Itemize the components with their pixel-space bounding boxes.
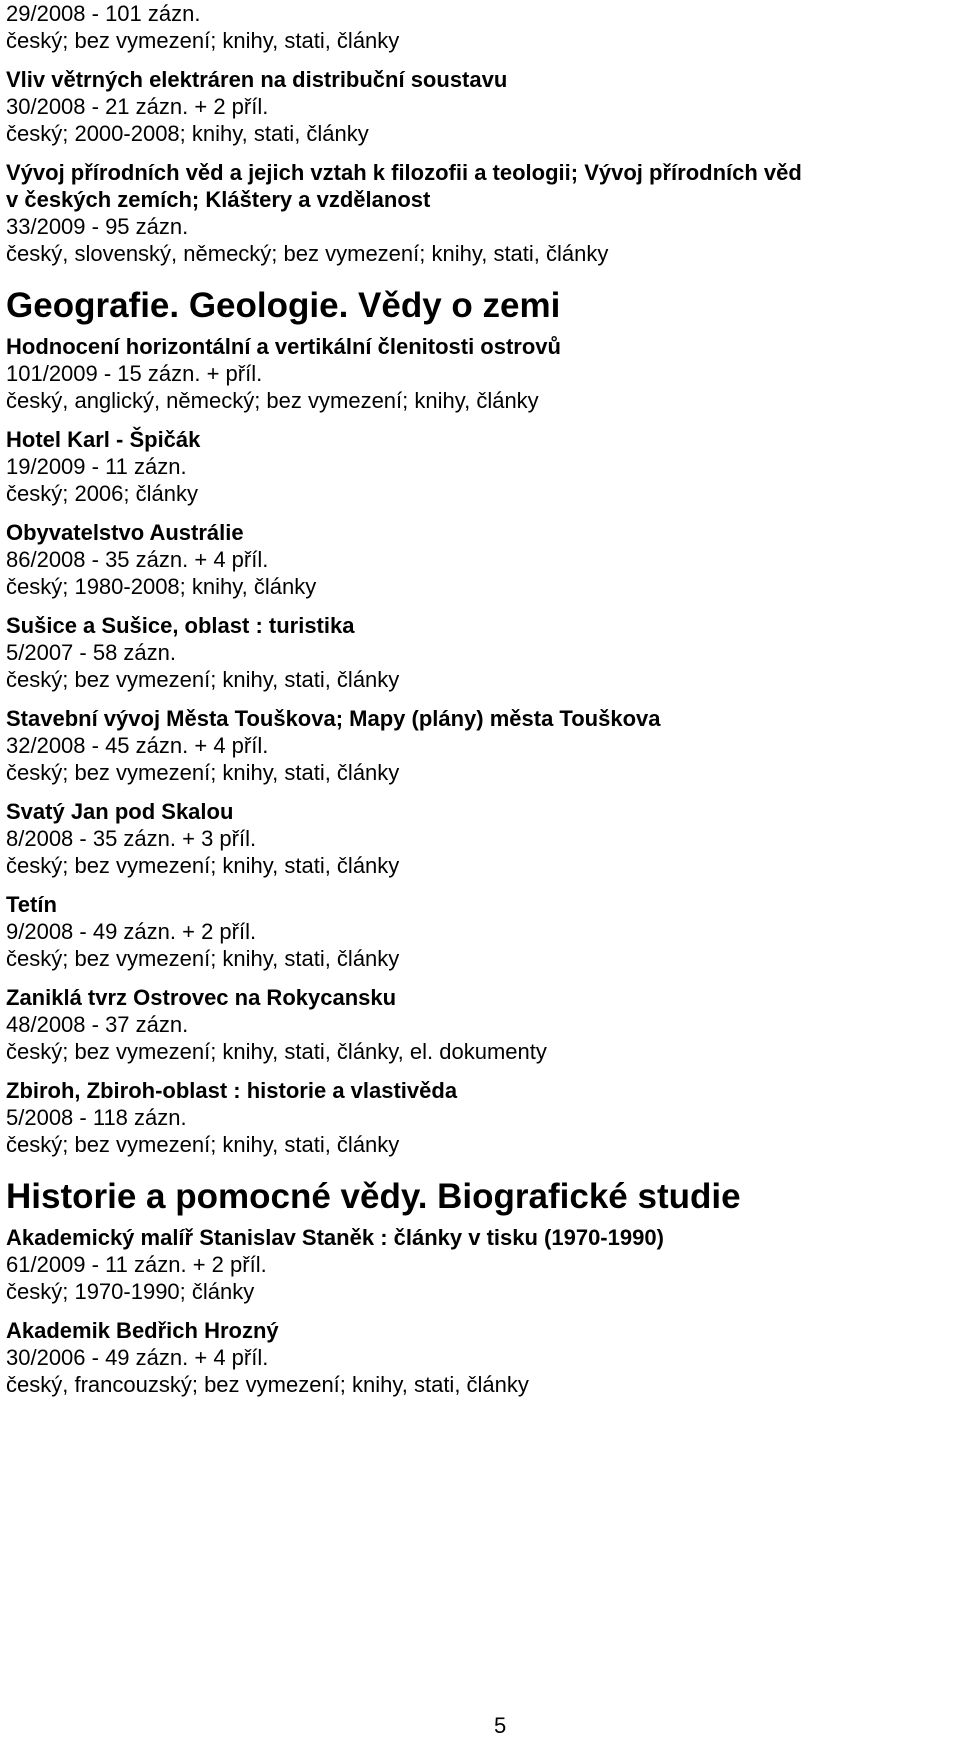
entry-meta: český; 2000-2008; knihy, stati, články xyxy=(6,121,369,146)
entry-meta: český; 1970-1990; články xyxy=(6,1279,255,1304)
entry-title: Zbiroh, Zbiroh-oblast : historie a vlastivěda xyxy=(6,1078,458,1103)
entry-title-cont: v českých zemích; Kláštery a vzdělanost xyxy=(6,187,431,212)
entry-continued xyxy=(6,0,956,54)
entry-count: 48/2008 - 37 zázn. xyxy=(6,1012,189,1037)
entry-title: Tetín xyxy=(6,892,57,917)
entry xyxy=(6,1077,956,1158)
entry-meta: český; bez vymezení; knihy, stati, články xyxy=(6,28,400,53)
entry-count: 101/2009 - 15 zázn. + příl. xyxy=(6,361,263,386)
entry xyxy=(6,798,956,879)
entry-meta: český; bez vymezení; knihy, stati, články xyxy=(6,853,400,878)
entry xyxy=(6,1224,956,1305)
entry xyxy=(6,66,956,147)
entry-count: 5/2007 - 58 zázn. xyxy=(6,640,177,665)
entry-count: 30/2008 - 21 zázn. + 2 příl. xyxy=(6,94,269,119)
entry-meta: český; bez vymezení; knihy, stati, články xyxy=(6,946,400,971)
document-page xyxy=(6,0,956,1398)
entry xyxy=(6,984,956,1065)
entry-count: 32/2008 - 45 zázn. + 4 příl. xyxy=(6,733,269,758)
entry-meta: český; 2006; články xyxy=(6,481,198,506)
entry xyxy=(6,519,956,600)
entry-title: Hotel Karl - Špičák xyxy=(6,427,201,452)
entry-count: 9/2008 - 49 zázn. + 2 příl. xyxy=(6,919,257,944)
entry-title: Svatý Jan pod Skalou xyxy=(6,799,234,824)
entry xyxy=(6,426,956,507)
entry-meta: český; bez vymezení; knihy, stati, články xyxy=(6,667,400,692)
entry-meta: český, anglický, německý; bez vymezení; knihy, články xyxy=(6,388,539,413)
entry-count: 86/2008 - 35 zázn. + 4 příl. xyxy=(6,547,269,572)
entry-title: Sušice a Sušice, oblast : turistika xyxy=(6,613,355,638)
entry-meta: český; bez vymezení; knihy, stati, články xyxy=(6,1132,400,1157)
entry xyxy=(6,891,956,972)
entry-count: 29/2008 - 101 zázn. xyxy=(6,1,201,26)
entry-count: 19/2009 - 11 zázn. xyxy=(6,454,187,479)
entry-count: 30/2006 - 49 zázn. + 4 příl. xyxy=(6,1345,269,1370)
section-heading: Geografie. Geologie. Vědy o zemi xyxy=(6,286,561,325)
section-heading: Historie a pomocné vědy. Biografické studie xyxy=(6,1177,741,1216)
entry-meta: český, slovenský, německý; bez vymezení; knihy, stati, články xyxy=(6,241,609,266)
entry-meta: český, francouzský; bez vymezení; knihy, stati, články xyxy=(6,1372,529,1397)
entry xyxy=(6,333,956,414)
entry-title: Hodnocení horizontální a vertikální členitosti ostrovů xyxy=(6,334,561,359)
entry-title: Stavební vývoj Města Touškova; Mapy (plány) města Touškova xyxy=(6,706,661,731)
entry-count: 5/2008 - 118 zázn. xyxy=(6,1105,187,1130)
entry xyxy=(6,612,956,693)
page-number: 5 xyxy=(494,1713,507,1738)
entry-meta: český; 1980-2008; knihy, články xyxy=(6,574,317,599)
entry-title: Vývoj přírodních věd a jejich vztah k filozofii a teologii; Vývoj přírodních věd xyxy=(6,160,802,185)
entry-title: Vliv větrných elektráren na distribuční soustavu xyxy=(6,67,508,92)
entry-title: Obyvatelstvo Austrálie xyxy=(6,520,244,545)
entry-title: Akademik Bedřich Hrozný xyxy=(6,1318,279,1343)
entry-title: Akademický malíř Stanislav Staněk : články v tisku (1970-1990) xyxy=(6,1225,664,1250)
entry-title: Zaniklá tvrz Ostrovec na Rokycansku xyxy=(6,985,397,1010)
entry-meta: český; bez vymezení; knihy, stati, články, el. dokumenty xyxy=(6,1039,547,1064)
entry xyxy=(6,159,956,267)
entry-count: 8/2008 - 35 zázn. + 3 příl. xyxy=(6,826,257,851)
entry-count: 61/2009 - 11 zázn. + 2 příl. xyxy=(6,1252,267,1277)
entry xyxy=(6,1317,956,1398)
entry-count: 33/2009 - 95 zázn. xyxy=(6,214,189,239)
entry xyxy=(6,705,956,786)
entry-meta: český; bez vymezení; knihy, stati, články xyxy=(6,760,400,785)
